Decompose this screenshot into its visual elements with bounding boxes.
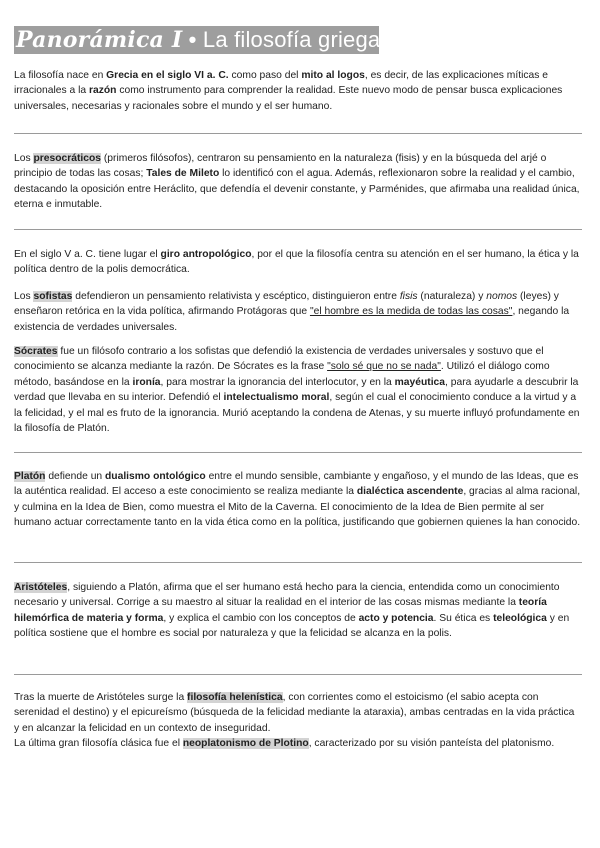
title-main: La filosofía griega <box>202 27 381 52</box>
presocraticos-paragraph: Los presocráticos (primeros filósofos), centraron su pensamiento en la naturaleza (fisis) y en la búsqueda del arjé o principio de todas las cosas; Tales de Mileto lo identificó con el agua. Además, reflexionaron sobre la realidad y el cambio, destacando la oposición entre Heráclito, que defendía el devenir constante, y Parménides, que afirmaba una realidad única, eterna e inmutable. <box>14 153 580 211</box>
title-script: Panorámica I <box>16 27 183 53</box>
intro-paragraph: La filosofía nace en Grecia en el siglo VI a. C. como paso del mito al logos, es decir, de las explicaciones míticas e irracionales a la razón como instrumento para comprender la realidad. Este nuevo modo de pensar busca explicaciones universales, necesarias y racionales sobre el mundo y el ser humano. <box>14 70 563 112</box>
socrates-paragraph: Sócrates fue un filósofo contrario a los sofistas que defendió la existencia de verdades universales y sostuvo que el conocimiento se alcanza mediante la razón. De Sócrates es la frase "solo sé que no se nada". Utilizó el diálogo como método, basándose en la ironía, para mostrar la ignorancia del interlocutor, y en la mayéutica, para ayudarle a descubrir la verdad que llevaba en su interior. Defendió el intelectualismo moral, según el cual el conocimiento conduce a la virtud y a la felicidad, y el mal es fruto de la ignorancia. Murió aceptando la condena de Atenas, y su muerte influyó profundamente en la filosofía de Platón. <box>14 346 580 435</box>
platon-paragraph: Platón defiende un dualismo ontológico entre el mundo sensible, cambiante y engañoso, y el mundo de las Ideas, que es la auténtica realidad. El acceso a este conocimiento se realiza mediante la dialéctica ascendente, gracias al alma racional, y culmina en la Idea de Bien, como muestra el Mito de la Caverna. El conocimiento de la Idea de Bien permite al ser humano actuar correctamente tanto en la vida ética como en la política, justificando que gobiernen quienes la han conocido. <box>14 471 581 529</box>
giro-paragraph: En el siglo V a. C. tiene lugar el giro antropológico, por el que la filosofía centra su atención en el ser humano, la ética y la política dentro de la polis democrática. <box>14 249 579 276</box>
section-divider <box>14 452 582 453</box>
section-divider <box>14 229 582 230</box>
section-divider <box>14 562 582 563</box>
page-title <box>16 27 380 53</box>
highlight-presocraticos: presocráticos <box>33 153 102 164</box>
aristoteles-paragraph: Aristóteles, siguiendo a Platón, afirma que el ser humano está hecho para la ciencia, entendida como un conocimiento necesario y universal. Corrige a su maestro al situar la realidad en el interior de las cosas mismas mediante la teoría hilemórfica de materia y forma, y explica el cambio con los conceptos de acto y potencia. Su ética es teleológica y en política sostiene que el hombre es social por naturaleza y que la felicidad se alcanza en la polis. <box>14 582 570 640</box>
section-divider <box>14 674 582 675</box>
highlight-aristoteles: Aristóteles <box>14 582 68 593</box>
socrates-quote: "solo sé que no se nada" <box>327 361 441 373</box>
sofistas-paragraph: Los sofistas defendieron un pensamiento relativista y escéptico, distinguieron entre fisis (naturaleza) y nomos (leyes) y enseñaron retórica en la vida política, afirmando Protágoras que "el hombre es la medida de todas las cosas", negando la existencia de verdades universales. <box>14 291 570 333</box>
highlight-filosofia-helenistica: filosofía helenística <box>187 692 283 703</box>
highlight-sofistas: sofistas <box>33 291 73 302</box>
highlight-socrates: Sócrates <box>14 346 58 357</box>
protagoras-quote: "el hombre es la medida de todas las cosas" <box>309 306 513 318</box>
highlight-platon: Platón <box>14 471 46 482</box>
title-separator: • <box>188 27 197 52</box>
section-divider <box>14 133 582 134</box>
highlight-neoplatonismo: neoplatonismo de Plotino <box>182 738 309 750</box>
helenistica-paragraph: Tras la muerte de Aristóteles surge la filosofía helenística, con corrientes como el estoicismo (el sabio acepta con serenidad el destino) y el epicureísmo (búsqueda de la felicidad mediante la ataraxia), ambas centradas en la vida práctica y en alcanzar la felicidad en un contexto de inseguridad. La última gran filosofía clásica fue el neoplatonismo de Plotino, caracterizado por su visión panteísta del platonismo. <box>14 692 575 750</box>
